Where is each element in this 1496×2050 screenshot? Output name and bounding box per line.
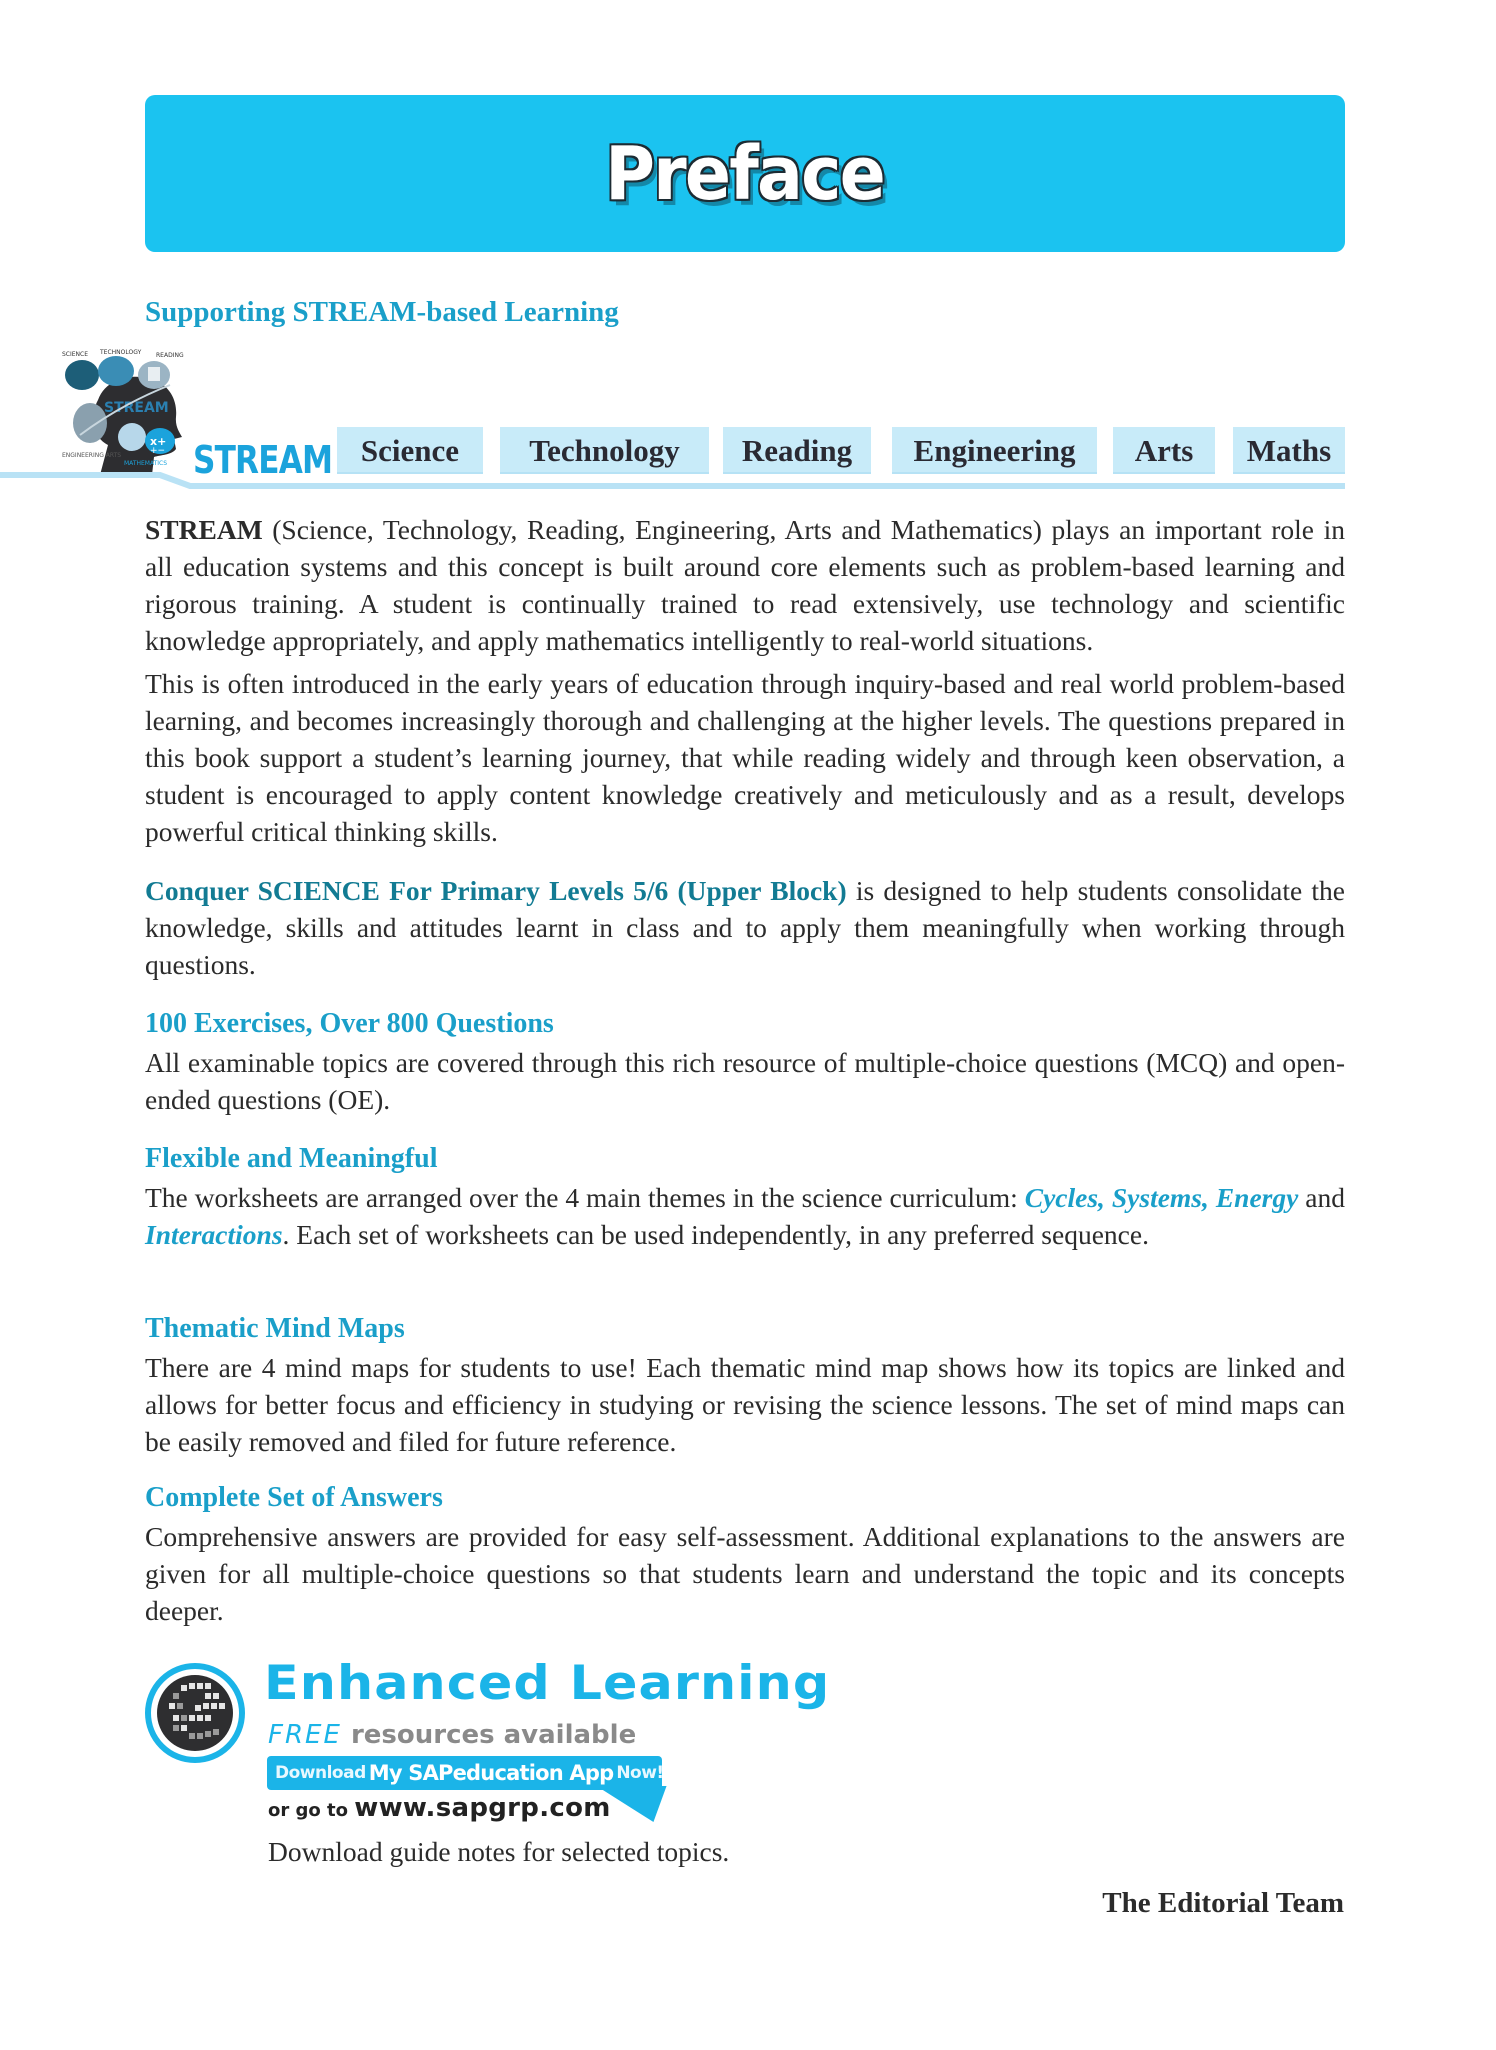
intro-paragraph-3: Conquer SCIENCE For Primary Levels 5/6 (Upper Block) is designed to help students consolidate the knowledge, skills and attitudes learnt in class and to apply them meaningfully when working through questions. bbox=[145, 875, 1345, 980]
free-resources-label: FREE resources available bbox=[268, 1720, 637, 1750]
tab-engineering: Engineering bbox=[892, 427, 1097, 474]
intro-paragraph-1: STREAM (Science, Technology, Reading, Engineering, Arts and Mathematics) plays an important role in all education systems and this concept is built around core elements such as problem-based learning and rigorous training. A student is continually trained to read extensively, use technology and scientific knowledge appropriately, and apply mathematics intelligently to real-world situations. bbox=[145, 514, 1345, 656]
svg-text:READING: READING bbox=[156, 352, 184, 359]
section-body-flexible: The worksheets are arranged over the 4 main themes in the science curriculum: Cycles, Systems, Energy and Interactions. Each set of worksheets can be used independently, in any preferred sequence. bbox=[145, 1182, 1345, 1250]
page-title: Preface bbox=[605, 130, 885, 217]
stream-logo-text: STREAM bbox=[193, 438, 333, 482]
theme-interactions: Interactions bbox=[145, 1219, 283, 1250]
main-heading: Supporting STREAM-based Learning bbox=[145, 296, 619, 328]
section-heading-flexible: Flexible and Meaningful bbox=[145, 1143, 438, 1174]
signoff: The Editorial Team bbox=[1102, 1887, 1344, 1919]
download-app-banner[interactable]: Download My SAPeducation App Now! bbox=[267, 1756, 662, 1790]
enhanced-learning-title: Enhanced Learning bbox=[264, 1656, 831, 1711]
enhanced-learning-logo-icon bbox=[145, 1663, 245, 1763]
section-heading-answers: Complete Set of Answers bbox=[145, 1482, 443, 1513]
tab-reading: Reading bbox=[723, 427, 871, 474]
intro-paragraph-2: This is often introduced in the early years of education through inquiry-based and real world problem-based learning, and becomes increasingly thorough and challenging at the higher levels. The questions prepared in this book support a student’s learning journey, that while reading widely and through keen observation, a student is encouraged to apply content knowledge creatively and meticulously and as a result, develops powerful critical thinking skills. bbox=[145, 668, 1345, 847]
stream-term: STREAM bbox=[145, 514, 263, 545]
preface-banner bbox=[145, 95, 1345, 252]
tab-science: Science bbox=[337, 427, 483, 474]
svg-text:x+: x+ bbox=[150, 435, 167, 448]
section-heading-mind-maps: Thematic Mind Maps bbox=[145, 1313, 405, 1344]
section-body-exercises: All examinable topics are covered through this rich resource of multiple-choice questions (MCQ) and open-ended questions (OE). bbox=[145, 1047, 1345, 1115]
guide-notes-text: Download guide notes for selected topics. bbox=[268, 1836, 730, 1867]
svg-text:STREAM: STREAM bbox=[104, 400, 169, 416]
website-link[interactable]: or go to www.sapgrp.com bbox=[268, 1793, 611, 1823]
theme-cycles-systems-energy: Cycles, Systems, Energy bbox=[1024, 1182, 1299, 1213]
section-body-mind-maps: There are 4 mind maps for students to use! Each thematic mind map shows how its topics are linked and allows for better focus and efficiency in studying or revising the science lessons. The set of mind maps can be easily removed and filed for future reference. bbox=[145, 1352, 1345, 1457]
tab-maths: Maths bbox=[1233, 427, 1345, 474]
svg-text:SCIENCE: SCIENCE bbox=[62, 351, 89, 358]
section-body-answers: Comprehensive answers are provided for easy self-assessment. Additional explanations to the answers are given for all multiple-choice questions so that students learn and understand the topic and its concepts deeper. bbox=[145, 1521, 1345, 1626]
website-url[interactable]: www.sapgrp.com bbox=[354, 1793, 611, 1823]
svg-text:MATHEMATICS: MATHEMATICS bbox=[124, 460, 168, 467]
svg-text:ENGINEERING ARTS: ENGINEERING ARTS bbox=[62, 452, 122, 459]
svg-text:TECHNOLOGY: TECHNOLOGY bbox=[100, 349, 142, 356]
tab-technology: Technology bbox=[500, 427, 709, 474]
section-heading-exercises: 100 Exercises, Over 800 Questions bbox=[145, 1008, 554, 1039]
tab-arts: Arts bbox=[1113, 427, 1215, 474]
book-title: Conquer SCIENCE For Primary Levels 5/6 (Upper Block) bbox=[145, 875, 847, 906]
stream-head-illustration-icon bbox=[60, 345, 188, 475]
svg-text:+−: +− bbox=[150, 446, 166, 456]
